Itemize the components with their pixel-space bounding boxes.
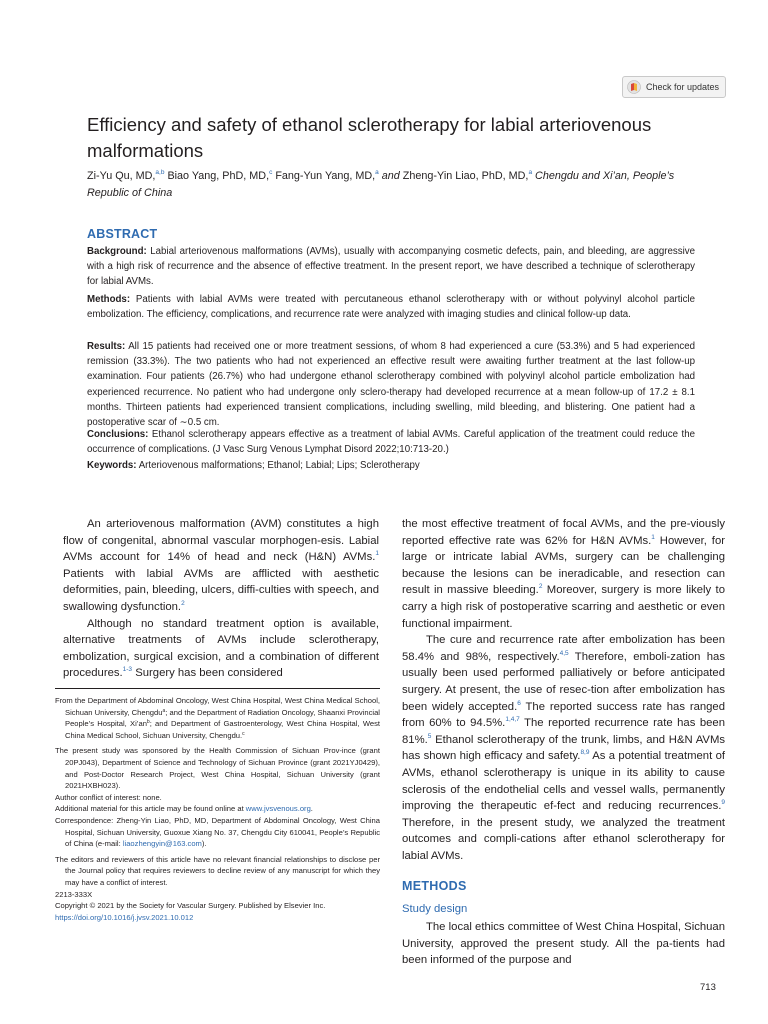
author-name: Zi-Yu Qu, MD, [87, 170, 156, 182]
footnote-funding: The present study was sponsored by the Health Commission of Sichuan Prov-ince (grant 20PJ043), Department of Science and Technology of Sichuan Province (grant 2021YJ0429), and Post-Doctor Research Project, West China Hospital, Sichuan University (grant 2021HXBH023). [55, 746, 380, 791]
keywords-text: Arteriovenous malformations; Ethanol; Labial; Lips; Sclerotherapy [136, 460, 420, 471]
abstract-conclusions [87, 427, 695, 457]
author-affiliation-sup: a [528, 169, 533, 176]
body-left-column [63, 516, 379, 682]
author-name: Fang-Yun Yang, MD, [272, 170, 376, 182]
footnote-editors: The editors and reviewers of this article have no relevant financial relationships to disclose per the Journal policy that requires reviewers to decline review of any manuscript for which they may have a conflict of interest. [55, 854, 380, 887]
citation-ref[interactable]: 9 [721, 799, 725, 807]
methods-body [402, 919, 725, 969]
footnote-issn: 2213-333X [55, 889, 93, 899]
body-text: Although no standard treatment option is available, alternative treatments of AVMs include sclerotherapy, embolization, surgical excision, and a combination of different procedures. [63, 617, 379, 680]
background-text: Labial arteriovenous malformations (AVMs), usually with accompanying cosmetic defects, pain, and bleeding, are aggressive with a high risk of recurrence and the absence of effective treatment. In the present report, we have described a technique of sclerotherapy for labial AVMs. [87, 246, 695, 288]
keywords-label: Keywords: [87, 460, 137, 471]
citation-ref[interactable]: 2 [181, 599, 185, 607]
author-name: Zheng-Yin Liao, PhD, MD, [399, 170, 529, 182]
citation-ref[interactable]: 1,4,7 [505, 716, 520, 724]
methods-heading: METHODS [402, 879, 467, 893]
footnotes [55, 688, 380, 923]
footnote-conflict: Author conflict of interest: none. [55, 792, 162, 802]
email-link[interactable]: liaozhengyin@163.com [122, 839, 202, 849]
citation-ref[interactable]: 4,5 [559, 649, 569, 657]
body-text: An arteriovenous malformation (AVM) constitutes a high flow of congenital, abnormal vascular morphogen-esis. Labial AVMs account for 14% of head and neck (H&N) AVMs. [63, 518, 379, 564]
author-affiliation-sup: a [375, 169, 379, 176]
body-paragraph: The local ethics committee of West China Hospital, Sichuan University, approved the present study. All the pa-tients had been informed of the purpose and [402, 921, 725, 967]
citation-ref[interactable]: 1 [651, 533, 655, 541]
abstract-background [87, 244, 695, 290]
conclusions-label: Conclusions: [87, 429, 149, 440]
citation-ref[interactable]: 1-3 [122, 666, 133, 674]
citation-ref[interactable]: 2 [538, 583, 543, 591]
body-text: Surgery has been considered [132, 667, 283, 680]
author-affiliation-sup: a,b [155, 169, 165, 176]
abstract-methods [87, 292, 695, 322]
footnote-additional: Additional material for this article may be found online at www.jvsvenous.org. [55, 804, 313, 814]
methods-label: Methods: [87, 294, 131, 305]
author-name: Biao Yang, PhD, MD, [164, 170, 270, 182]
author-affiliation-sup: c [269, 169, 273, 176]
study-design-heading: Study design [402, 903, 468, 915]
check-for-updates-button[interactable] [622, 76, 726, 98]
citation-ref[interactable]: 6 [517, 699, 521, 707]
citation-ref[interactable]: 1 [375, 550, 379, 558]
author-location: Chengdu and Xi’an, People’s Republic of China [87, 170, 675, 199]
footnote-affiliations: From the Department of Abdominal Oncology, West China Hospital, West China Medical School, Sichuan University, Chengdu$^a$; and the Department of Radiation Oncology, Shaanxi Provincial People’s Hospital, $Xi’an^b$; and Department of Gastroenterology, West China Hospital, West China Medical School, Sichuan University, Chengdu.$^c$ [55, 696, 380, 740]
citation-ref[interactable]: 8,9 [580, 749, 590, 757]
body-text: Patients with labial AVMs are afflicted with aesthetic deformities, pain, bleeding, ulcers, diffi-culties with speech, and swallowing dysfunction. [63, 567, 379, 613]
results-text: All 15 patients had received one or more treatment sessions, of whom 8 had experienced a cure (53.3%) and 5 had experienced remission (33.3%). The two patients who had not experienced an effective result were awaiting further treatment at the last follow-up examination. Four patients (26.7%) who had undergone ethanol sclerotherapy combined with polyvinyl alcohol particle embolization had experienced recurrence. No patient who had undergone only sclero-therapy had developed recurrence at a mean follow-up of 17.2 ± 8.1 months. Thirteen patients had experienced transient complications, including swelling, mild bleeding, and blistering. One patient had a postoperative scar of ∼0.5 cm. [87, 341, 695, 429]
citation-ref[interactable]: 5 [427, 732, 432, 740]
journal-website-link[interactable]: www.jvsvenous.org [245, 804, 311, 814]
body-paragraph [63, 616, 379, 682]
abstract-keywords [87, 458, 695, 473]
check-updates-icon [627, 80, 641, 94]
author-list [87, 168, 707, 202]
body-paragraph: the most effective treatment of focal AVMs, and the pre-viously reported effective rate was 62% for H&N AVMs.$^1$ However, for large or intricate labial AVMs, surgery can be challenging because the lesions can be ineradicable, and resection can result in massive bleeding.$^2$ Moreover, surgery is more likely to carry a high risk of postoperative scarring and aesthetic or even functional impairment. [402, 518, 725, 630]
check-for-updates-label: Check for updates [646, 82, 720, 92]
doi-link[interactable]: https://doi.org/10.1016/j.jvsv.2021.10.012 [55, 912, 194, 922]
body-paragraph [63, 516, 379, 616]
abstract-results [87, 339, 695, 430]
body-right-column [402, 516, 725, 864]
abstract-heading: ABSTRACT [87, 227, 158, 241]
background-label: Background: [87, 246, 147, 257]
page-number: 713 [700, 982, 716, 993]
footnote-copyright: Copyright © 2021 by the Society for Vascular Surgery. Published by Elsevier Inc. [55, 901, 326, 911]
results-label: Results: [87, 341, 126, 352]
footnote-correspondence: Correspondence: Zheng-Yin Liao, PhD, MD, Department of Abdominal Oncology, West China Hospital, Sichuan University, Guoxue Xiang No. 37, Chengdu City 610041, People’s Republic of China (e-mail: liaozhengyin@163.com). [55, 815, 380, 849]
author-conjunction: and [381, 170, 400, 182]
conclusions-text: Ethanol sclerotherapy appears effective as a treatment of labial AVMs. Careful application of the treatment could reduce the occurrence of complications. (J Vasc Surg Venous Lymphat Disord 2022;10:713-20.) [87, 429, 695, 456]
article-title: Efficiency and safety of ethanol sclerotherapy for labial arteriovenous malformations [87, 114, 652, 161]
methods-text: Patients with labial AVMs were treated with percutaneous ethanol sclerotherapy with or without polyvinyl alcohol particle embolization. The efficiency, complications, and recurrence rate were analyzed with imaging studies and clinical follow-up data. [87, 294, 695, 321]
body-paragraph: The cure and recurrence rate after embolization has been 58.4% and 98%, respectively.$^{4,5}$ Therefore, emboli-zation has usually been used performed palliatively or before anticipated surgery. At present, the use of resec-tion after embolization has been widely accepted.$^6$ The reported success rate has ranged from 60% to 94.5%.$^{1,4,7}$ The reported recurrence rate has been 81%.$^5$ Ethanol sclerotherapy of the trunk, limbs, and H&N AVMs has shown high efficacy and safety.$^{8,9}$ As a potential treatment of AVMs, ethanol sclerotherapy is unique in its ability to cause sclerosis of the endothelial cells and vessel walls, permanently improving the therapeutic ef-fect and reducing recurrences.$^9$ Therefore, in the present study, we analyzed the treatment outcomes and compli-cations after ethanol sclerotherapy for labial AVMs. [402, 634, 725, 862]
